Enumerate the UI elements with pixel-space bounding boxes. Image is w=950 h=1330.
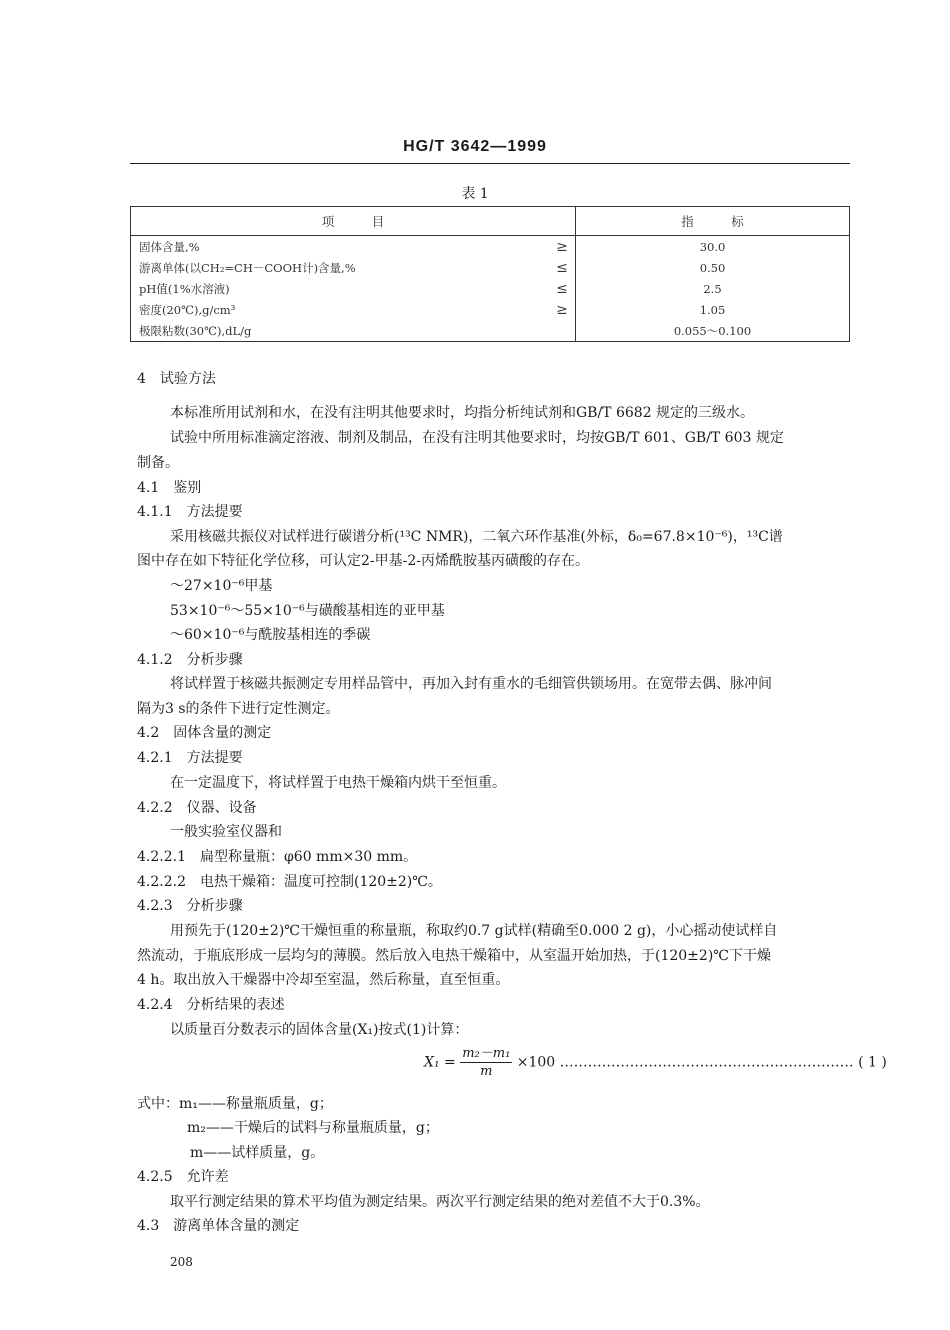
variable-definition: m₂——干燥后的试料与称量瓶质量，g； [187,1120,439,1136]
section-heading: 4.2.4 分析结果的表述 [137,997,285,1013]
table-row [131,236,850,258]
paragraph-line: 4 h。取出放入干燥器中冷却至室温，然后称量，直至恒重。 [137,972,510,988]
section-heading: 4 试验方法 [137,371,216,387]
section-heading: 4.2 固体含量的测定 [137,725,272,741]
list-item: ～27×10⁻⁶甲基 [170,578,273,594]
list-item: 53×10⁻⁶～55×10⁻⁶与磺酸基相连的亚甲基 [170,603,445,619]
table-header-spec: 指 标 [576,207,850,236]
section-heading: 4.2.3 分析步骤 [137,898,243,914]
variable-definition: m——试样质量，g。 [190,1145,325,1161]
table-row [131,278,850,299]
section-heading: 4.2.5 允许差 [137,1169,229,1185]
table-cell-value: 30.0 [576,236,850,258]
subsection-line: 4.2.2.1 扁型称量瓶：φ60 mm×30 mm。 [137,849,418,865]
list-item: ～60×10⁻⁶与酰胺基相连的季碳 [170,627,371,643]
table-cell-value: 0.50 [576,257,850,278]
paragraph-line: 采用核磁共振仪对试样进行碳谱分析(¹³C NMR)，二氧六环作基准(外标，δ₀=67.8×10⁻⁶)，¹³C谱 [170,529,783,545]
paragraph-line: 将试样置于核磁共振测定专用样品管中，再加入封有重水的毛细管供锁场用。在宽带去偶、脉冲间 [170,676,772,692]
paragraph-line: 制备。 [137,455,179,471]
table-cell-value: 0.055～0.100 [576,320,850,342]
table-cell-item: pH值(1%水溶液) [139,281,230,296]
table-header-row [131,207,850,236]
table-cell-item: 密度(20℃),g/cm³ [139,302,236,317]
table-cell-op [549,320,576,342]
table-cell-item: 游离单体(以CH₂=CH－COOH计)含量,% [139,260,356,275]
section-heading: 4.2.1 方法提要 [137,750,243,766]
paragraph-line: 在一定温度下，将试样置于电热干燥箱内烘干至恒重。 [170,775,506,791]
table-row [131,257,850,278]
section-heading: 4.1.2 分析步骤 [137,652,243,668]
table-row [131,320,850,342]
header-rule [130,163,850,164]
formula-denominator: m [480,1064,493,1079]
formula-rhs: ×100 ……………………………………………………… ( 1 ) [516,1054,887,1071]
table-header-item: 项 目 [131,207,576,236]
formula-lhs: X₁ = [424,1054,456,1071]
section-heading: 4.3 游离单体含量的测定 [137,1218,300,1234]
table-cell-item: 极限粘数(30℃),dL/g [139,323,252,338]
spec-table [130,206,850,342]
subsection-line: 4.2.2.2 电热干燥箱：温度可控制(120±2)℃。 [137,874,442,890]
variable-definition: 式中：m₁——称量瓶质量，g； [137,1096,333,1112]
table-cell-value: 1.05 [576,299,850,320]
paragraph-line: 用预先于(120±2)℃干燥恒重的称量瓶，称取约0.7 g试样(精确至0.000 2 g)，小心摇动使试样自 [170,923,778,939]
section-heading: 4.1.1 方法提要 [137,504,243,520]
section-heading: 4.2.2 仪器、设备 [137,800,257,816]
table-cell-value: 2.5 [576,278,850,299]
table-cell-op: ≤ [556,259,568,276]
formula-1 [424,1045,887,1080]
table-caption: 表 1 [461,186,489,202]
paragraph-line: 试验中所用标准滴定溶液、制剂及制品，在没有注明其他要求时，均按GB/T 601、GB/T 603 规定 [170,430,784,446]
formula-numerator: m₂－m₁ [462,1046,511,1061]
paragraph-line: 图中存在如下特征化学位移，可认定2-甲基-2-丙烯酰胺基丙磺酸的存在。 [137,553,590,569]
paragraph-line: 取平行测定结果的算术平均值为测定结果。两次平行测定结果的绝对差值不大于0.3%。 [170,1194,710,1210]
paragraph-line: 然流动，于瓶底形成一层均匀的薄膜。然后放入电热干燥箱中，从室温开始加热，于(120±2)℃下干燥 [137,948,771,964]
table-cell-op: ≥ [556,238,568,255]
standard-code-header: HG/T 3642—1999 [403,138,547,155]
table-cell-item: 固体含量,% [139,239,200,254]
page-number: 208 [170,1255,193,1269]
table-cell-op: ≤ [556,280,568,297]
section-heading: 4.1 鉴别 [137,480,202,496]
paragraph-line: 隔为3 s的条件下进行定性测定。 [137,701,340,717]
table-row [131,299,850,320]
formula-fraction [460,1045,512,1080]
table-cell-op: ≥ [556,301,568,318]
paragraph-line: 一般实验室仪器和 [170,824,282,840]
paragraph-line: 以质量百分数表示的固体含量(X₁)按式(1)计算： [170,1022,469,1038]
paragraph-line: 本标准所用试剂和水，在没有注明其他要求时，均指分析纯试剂和GB/T 6682 规定的三级水。 [170,405,755,421]
